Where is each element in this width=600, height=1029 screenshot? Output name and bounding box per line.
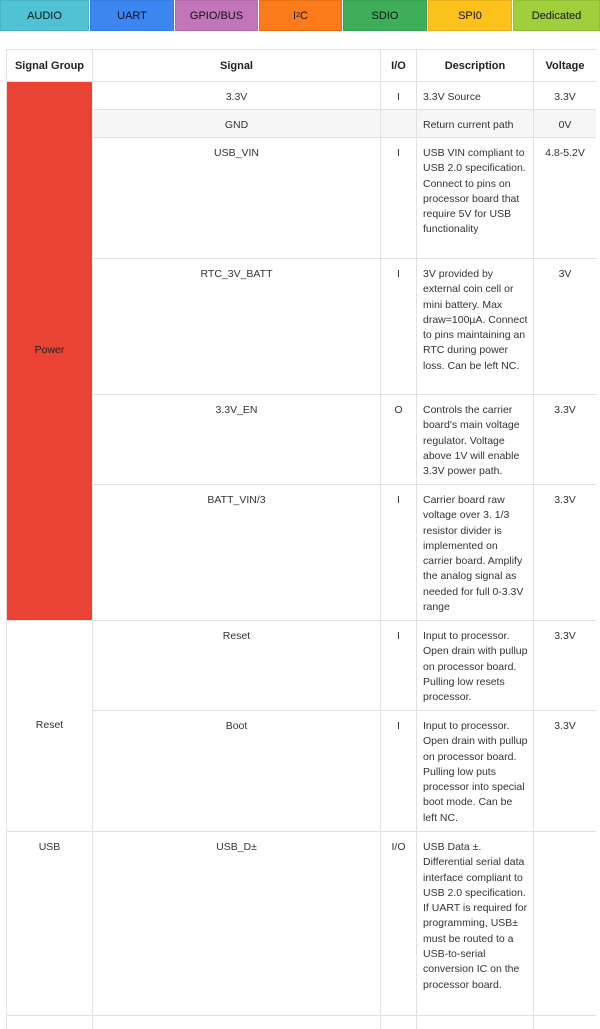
description-cell: 3.3V Source [417, 82, 534, 110]
description-cell: 3V provided by external coin cell or mini battery. Max draw=100µA. Connect to pins maintaining an RTC during power loss. Can be left NC. [417, 259, 534, 395]
signal-cell: USB_VIN [93, 138, 381, 259]
empty-cell [381, 1016, 417, 1029]
category-legend-bar [0, 0, 600, 33]
voltage-cell [534, 832, 597, 1016]
signal-cell: 3.3V_EN [93, 395, 381, 485]
empty-cell [417, 1016, 534, 1029]
io-cell: O [381, 395, 417, 485]
empty-cell [7, 1016, 93, 1029]
description-cell: Input to processor. Open drain with pullup on processor board. Pulling low resets processor. [417, 621, 534, 711]
voltage-cell: 3V [534, 259, 597, 395]
io-cell: I/O [381, 832, 417, 1016]
group-cell-reset: Reset [7, 621, 93, 832]
table-row [7, 832, 597, 1016]
legend-tab-audio[interactable]: AUDIO [0, 0, 89, 31]
legend-tab-uart[interactable]: UART [90, 0, 174, 31]
description-cell: Return current path [417, 110, 534, 138]
io-cell: I [381, 485, 417, 621]
empty-cell [93, 1016, 381, 1029]
table-row [7, 485, 597, 621]
table-row [7, 82, 597, 110]
io-cell: I [381, 711, 417, 832]
table-row [7, 138, 597, 259]
description-cell: USB VIN compliant to USB 2.0 specification. Connect to pins on processor board that require 5V for USB functionality [417, 138, 534, 259]
description-cell: Controls the carrier board's main voltage regulator. Voltage above 1V will enable 3.3V power path. [417, 395, 534, 485]
group-cell-power: Power [7, 82, 93, 621]
signal-cell: USB_D± [93, 832, 381, 1016]
io-cell: I [381, 259, 417, 395]
io-cell: I [381, 621, 417, 711]
voltage-cell: 4.8-5.2V [534, 138, 597, 259]
voltage-cell: 3.3V [534, 621, 597, 711]
i2c-label-sup: 2 [296, 12, 300, 19]
description-cell: Carrier board raw voltage over 3. 1/3 resistor divider is implemented on carrier board. Amplify the analog signal as needed for full 0-3.3V range [417, 485, 534, 621]
table-row [7, 395, 597, 485]
voltage-cell: 3.3V [534, 711, 597, 832]
signal-cell: RTC_3V_BATT [93, 259, 381, 395]
table-row [7, 259, 597, 395]
empty-cell [534, 1016, 597, 1029]
description-cell: USB Data ±. Differential serial data interface compliant to USB 2.0 specification. If UART is required for programming, USB± must be routed to a USB-to-serial conversion IC on the processor board. [417, 832, 534, 1016]
voltage-cell: 3.3V [534, 485, 597, 621]
table-row [7, 621, 597, 711]
legend-tab-gpio-bus[interactable]: GPIO/BUS [175, 0, 258, 31]
voltage-cell: 3.3V [534, 395, 597, 485]
signal-cell: Boot [93, 711, 381, 832]
signal-cell: GND [93, 110, 381, 138]
legend-tab-sdio[interactable]: SDIO [343, 0, 427, 31]
io-cell [381, 110, 417, 138]
table-row [7, 1016, 597, 1029]
legend-tab-spi0[interactable]: SPI0 [428, 0, 512, 31]
voltage-cell: 3.3V [534, 82, 597, 110]
table-row [7, 711, 597, 832]
signal-table [6, 49, 596, 1029]
legend-tab-dedicated[interactable]: Dedicated [513, 0, 600, 31]
table-header-row [7, 50, 597, 82]
signal-cell: 3.3V [93, 82, 381, 110]
i2c-label-base: I [293, 10, 296, 22]
signal-table-container [6, 49, 596, 1029]
header-signal-group: Signal Group [7, 50, 93, 82]
header-description: Description [417, 50, 534, 82]
group-cell-usb: USB [7, 832, 93, 1016]
io-cell: I [381, 82, 417, 110]
description-cell: Input to processor. Open drain with pullup on processor board. Pulling low puts processor into special boot mode. Can be left NC. [417, 711, 534, 832]
i2c-label-tail: C [300, 10, 308, 22]
header-signal: Signal [93, 50, 381, 82]
signal-cell: BATT_VIN/3 [93, 485, 381, 621]
header-io: I/O [381, 50, 417, 82]
header-voltage: Voltage [534, 50, 597, 82]
signal-cell: Reset [93, 621, 381, 711]
io-cell: I [381, 138, 417, 259]
table-row [7, 110, 597, 138]
voltage-cell: 0V [534, 110, 597, 138]
legend-tab-i2c[interactable] [259, 0, 342, 31]
